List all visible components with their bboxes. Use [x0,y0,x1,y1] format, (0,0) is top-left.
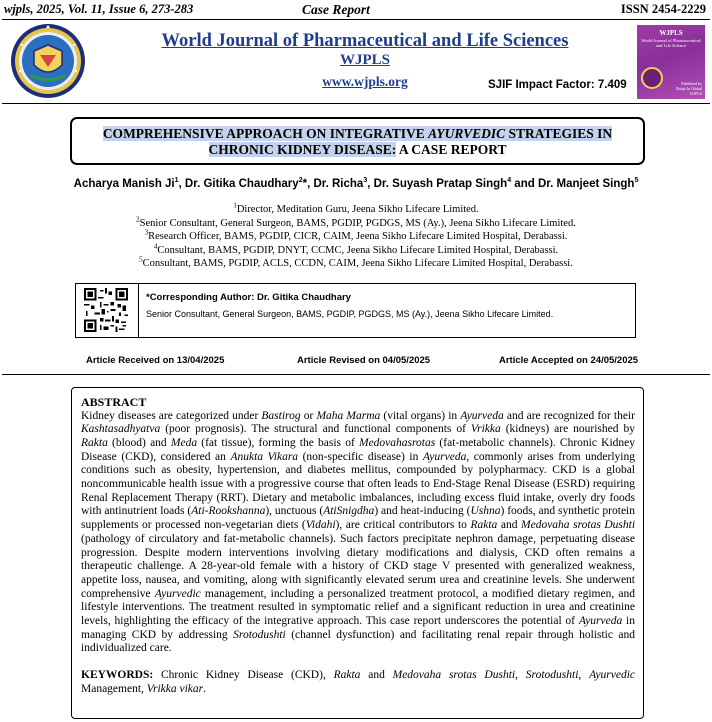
author-sup: 1 [174,177,179,185]
affiliation-line: $^5$Consultant, BAMS, PGDIP, ACLS, CCDN, CAIM, Jeena Sikho Lifecare Limited Hospital, Derabassi. [139,255,573,270]
corresponding-author-affiliation: Senior Consultant, General Surgeon, BAMS, PGDIP, PGDGS, MS (Ay.), Jeena Sikho Lifecare Limited. [146,309,554,319]
keywords-text: Chronic Kidney Disease (CKD), Rakta and Medovaha srotas Dushti, Srotodushti, Ayurvedic Management, Vrikka vikar. [81,669,636,695]
affiliation-line: $^3$Research Officer, BAMS, PGDIP, CICR, CAIM, Jeena Sikho Lifecare Limited Hospital, Derabassi. [144,228,568,243]
corresponding-author-box [75,283,636,338]
citation-text: wjpls, 2025, Vol. 11, Issue 6, 273-283 [4,2,194,16]
journal-name[interactable]: World Journal of Pharmaceutical and Life Sciences [161,31,569,51]
article-dates [0,355,712,369]
accepted-date: Article Accepted on 24/05/2025 [499,355,639,366]
author-sup: 2 [298,177,303,185]
dates-rule [2,374,710,375]
impact-factor: SJIF Impact Factor: 7.409 [488,79,627,91]
issn-text: ISSN 2454-2229 [620,2,706,16]
received-date: Article Received on 13/04/2025 [86,355,225,366]
cover-journal-name: World Journal of Pharmaceutical and Life Science [641,38,701,48]
article-type: Case Report [302,2,370,17]
header-top-rule [2,19,710,20]
author-sup: 4 [507,177,512,185]
header-bottom-rule [2,103,710,104]
author-name: Dr. Manjeet Singh [537,178,635,190]
abstract-box [71,387,644,719]
author-name: Dr. Suyash Pratap Singh [373,178,508,190]
journal-cover-image [637,25,705,99]
cover-emblem-icon [641,67,663,89]
author-name: Dr. Richa [313,178,364,190]
corr-box-divider [138,284,139,337]
abstract-heading: ABSTRACT [81,395,147,409]
title-line-2: CHRONIC KIDNEY DISEASE: A CASE REPORT [208,142,507,157]
running-header [4,2,706,18]
affiliation-line: $^1$Director, Meditation Guru, Jeena Sikho Lifecare Limited. [233,201,479,215]
article-title [70,117,645,165]
affiliation-line: $^2$Senior Consultant, General Surgeon, BAMS, PGDIP, PGDGS, MS (Ay.), Jeena Sikho Lifecare Limited. [136,215,576,229]
abstract-text: Kidney diseases are categorized under Bastirog or Maha Marma (vital organs) in Ayurveda and are recognized for their Kashtasadhyatva (poor prognosis). The structural and functional components of Vrikka (kidneys) are nourished by Rakta (blood) and Meda (fat tissue), forming the basis of Medovahasrotas (fat-metabolic channels). Chronic Kidney Disease (CKD), considered an Anukta Vikara (non-specific disease) in Ayurveda, commonly arises from underlying conditions such as obesity, hypertension, and diabetes mellitus, compounded by polypharmacy. CKD is a global noncommunicable health issue with a progressive course that often leads to End-Stage Renal Disease (ESRD) requiring Renal Replacement Therapy (RRT). Dietary and metabolic imbalances, including excess fluid intake, overly dry foods with antinutrient loads (Ati-Rookshanna), unctuous (AtiSnigdha) and heat-inducing (Ushna) foods, and synthetic protein supplements or processed non-vegetarian diets (Vidahi), are critical contributors to Rakta and Medovaha srotas Dushti (pathology of circulatory and fat-metabolic channels). Such factors precipitate nephron damage, perpetuating disease progression. Despite modern interventions involving dietary modifications and dialysis, CKD often remains a therapeutic challenge. A 28-year-old female with a history of CKD stage V presented with generalized weakness, appetite loss, nausea, and vomiting, along with significantly elevated serum urea and creatinine levels. She underwent comprehensive Ayurvedic management, including a personalized treatment protocol, a modified dietary regimen, and lifestyle interventions. The treatment resulted in symptomatic relief and a significant reduction in urea and creatinine levels, highlighting the efficacy of the integrative approach. This case report underscores the potential of Ayurveda in managing CKD by addressing Srotodushti (channel dysfunction) and facilitating renal repair through holistic and individualized care. [81,409,636,655]
corresponding-author-label: *Corresponding Author: Dr. Gitika Chaudhary [146,292,351,303]
author-name: Dr. Gitika Chaudhary [184,178,299,190]
title-line-1: COMPREHENSIVE APPROACH ON INTEGRATIVE AYURVEDIC STRATEGIES IN [102,126,613,141]
cover-abbr: WJPLS [659,29,683,37]
author-sup: 3 [363,177,368,185]
revised-date: Article Revised on 04/05/2025 [297,355,431,366]
author-star: * [302,178,308,190]
affiliation-list [0,203,712,271]
author-name: Acharya Manish Ji [73,178,175,190]
journal-website-link[interactable]: www.wjpls.org [322,74,408,89]
qr-code-icon[interactable] [84,288,128,332]
author-list: Acharya Manish Ji$^1$, Dr. Gitika Chaudhary$^2$*, Dr. Richa$^3$, Dr. Suyash Pratap Singh$^4$ and Dr. Manjeet Singh$^5$ [73,177,639,190]
journal-emblem-logo [10,23,86,99]
cover-publisher: Published by Balaji In Global WJPLS [676,81,702,96]
keywords-label: KEYWORDS: [81,669,154,682]
journal-abbr[interactable]: WJPLS [339,52,390,68]
author-sup: 5 [634,177,639,185]
keywords [81,669,635,696]
affiliation-line: $^4$Consultant, BAMS, PGDIP, DNYT, CCMC, Jeena Sikho Lifecare Limited Hospital, Derabassi. [153,242,559,256]
